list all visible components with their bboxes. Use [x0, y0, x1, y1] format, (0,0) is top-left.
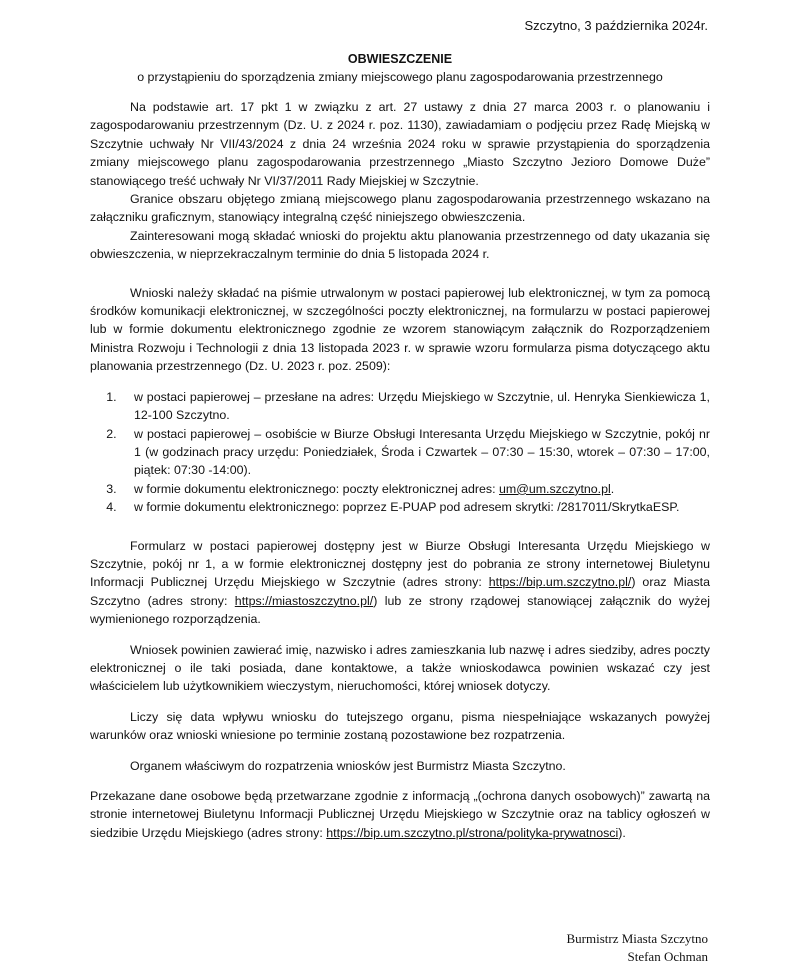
signature-role: Burmistrz Miasta Szczytno	[566, 931, 708, 946]
paragraph-intro: Na podstawie art. 17 pkt 1 w związku z art. 27 ustawy z dnia 27 marca 2003 r. o planowaniu i zagospodarowaniu przestrzennym (Dz. U. z 2024 r. poz. 1130), zawiadamiam o podjęciu przez Radę Miejską w Szczytnie uchwały Nr VII/43/2024 z dnia 24 września 2024 roku w sprawie przystąpienia do sporządzenia zmiany miejscowego planu zagospodarowania przestrzennego „Miasto Szczytno Jezioro Domowe Duże” stanowiącego treść uchwały Nr VI/37/2011 Rady Miejskiej w Szczytnie.	[90, 100, 710, 188]
submission-methods-list	[90, 388, 710, 517]
document-body	[90, 98, 710, 842]
paragraph-privacy: Przekazane dane osobowe będą przetwarzane zgodnie z informacją „(ochrona danych osobowych)” zawartą na stronie internetowej Biuletynu Informacji Publicznej Urzędu Miejskiego w Szczytnie oraz na tablicy ogłoszeń w siedzibie Urzędu Miejskiego (adres strony: https://bip.um.szczytno.pl/strona/polityka-prywatnosci).	[90, 789, 710, 840]
list-item: 3. w formie dokumentu elektronicznego: poczty elektronicznej adres: um@um.szczytno.pl.	[120, 480, 710, 498]
bip-link[interactable]: https://bip.um.szczytno.pl/	[488, 575, 632, 590]
paragraph-date-receipt: Liczy się data wpływu wniosku do tutejszego organu, pisma niespełniające wskazanych powyżej warunków oraz wnioski wniesione po terminie zostaną pozostawione bez rozpatrzenia.	[90, 709, 710, 743]
signature-block	[566, 930, 708, 966]
document-subtitle: o przystąpieniu do sporządzenia zmiany miejscowego planu zagospodarowania przestrzennego	[137, 70, 663, 84]
email-link[interactable]: um@um.szczytno.pl	[499, 481, 611, 496]
list-item-text: w formie dokumentu elektronicznego: poczty elektronicznej adres:	[134, 481, 496, 496]
list-item: 2. w postaci papierowej – osobiście w Biurze Obsługi Interesanta Urzędu Miejskiego w Szczytnie, pokój nr 1 (w godzinach pracy urzędu: Poniedziałek, Środa i Czwartek – 07:30 – 15:30, wtorek – 07:30 – 17:00, piątek: 07:30 -14:00).	[120, 425, 710, 480]
paragraph-content: Wniosek powinien zawierać imię, nazwisko i adres zamieszkania lub nazwę i adres siedziby, adres poczty elektronicznej o ile taki posiada, dane kontaktowe, a także wnioskodawca powinien wskazać czy jest właścicielem lub użytkownikiem wieczystym, nieruchomości, której wniosek dotyczy.	[90, 642, 710, 694]
paragraph-form: Formularz w postaci papierowej dostępny jest w Biurze Obsługi Interesanta Urzędu Miejskiego w Szczytnie, pokój nr 1, a w formie elektronicznej dostępny jest do pobrania ze strony internetowej Biuletynu Informacji Publicznej Urzędu Miejskiego w Szczytnie (adres strony: https://bip.um.szczytno.pl/) oraz Miasta Szczytno (adres strony: https://miastoszczytno.pl/) lub ze strony rządowej stanowiącej załącznik do wyżej wymienionego rozporządzenia.	[90, 538, 711, 627]
document-date: Szczytno, 3 października 2024r.	[524, 18, 708, 33]
paragraph-boundaries: Granice obszaru objętego zmianą miejscowego planu zagospodarowania przestrzennego wskazano na załączniku graficznym, stanowiący integralną część niniejszego obwieszczenia.	[90, 192, 710, 225]
signature-name: Stefan Ochman	[627, 949, 708, 964]
paragraph-authority: Organem właściwym do rozpatrzenia wniosków jest Burmistrz Miasta Szczytno.	[130, 758, 566, 773]
paragraph-interested: Zainteresowani mogą składać wnioski do projektu aktu planowania przestrzennego od daty ukazania się obwieszczenia, w nieprzekraczalnym terminie do dnia 5 listopada 2024 r.	[90, 228, 710, 262]
paragraph-submission: Wnioski należy składać na piśmie utrwalonym w postaci papierowej lub elektronicznej, w tym za pomocą środków komunikacji elektronicznej, w szczególności poczty elektronicznej, na formularzu w postaci papierowej lub w formie dokumentu elektronicznego zgodnie ze wzorem stanowiącym załącznik do Rozporządzeniem Ministra Rozwoju i Technologii z dnia 13 listopada 2023 r. w sprawie wzoru formularza pisma dotyczącego aktu planowania przestrzennego (Dz. U. 2023 r. poz. 2509):	[90, 285, 710, 374]
city-website-link[interactable]: https://miastoszczytno.pl/	[234, 593, 374, 608]
list-item: 4. w formie dokumentu elektronicznego: poprzez E-PUAP pod adresem skrytki: /2817011/SkrytkaESP.	[120, 498, 710, 516]
document-title: OBWIESZCZENIE	[347, 52, 453, 66]
privacy-policy-link[interactable]: https://bip.um.szczytno.pl/strona/polityka-prywatnosci	[326, 825, 619, 840]
list-item: 1. w postaci papierowej – przesłane na adres: Urzędu Miejskiego w Szczytnie, ul. Henryka Sienkiewicza 1, 12-100 Szczytno.	[120, 388, 710, 425]
